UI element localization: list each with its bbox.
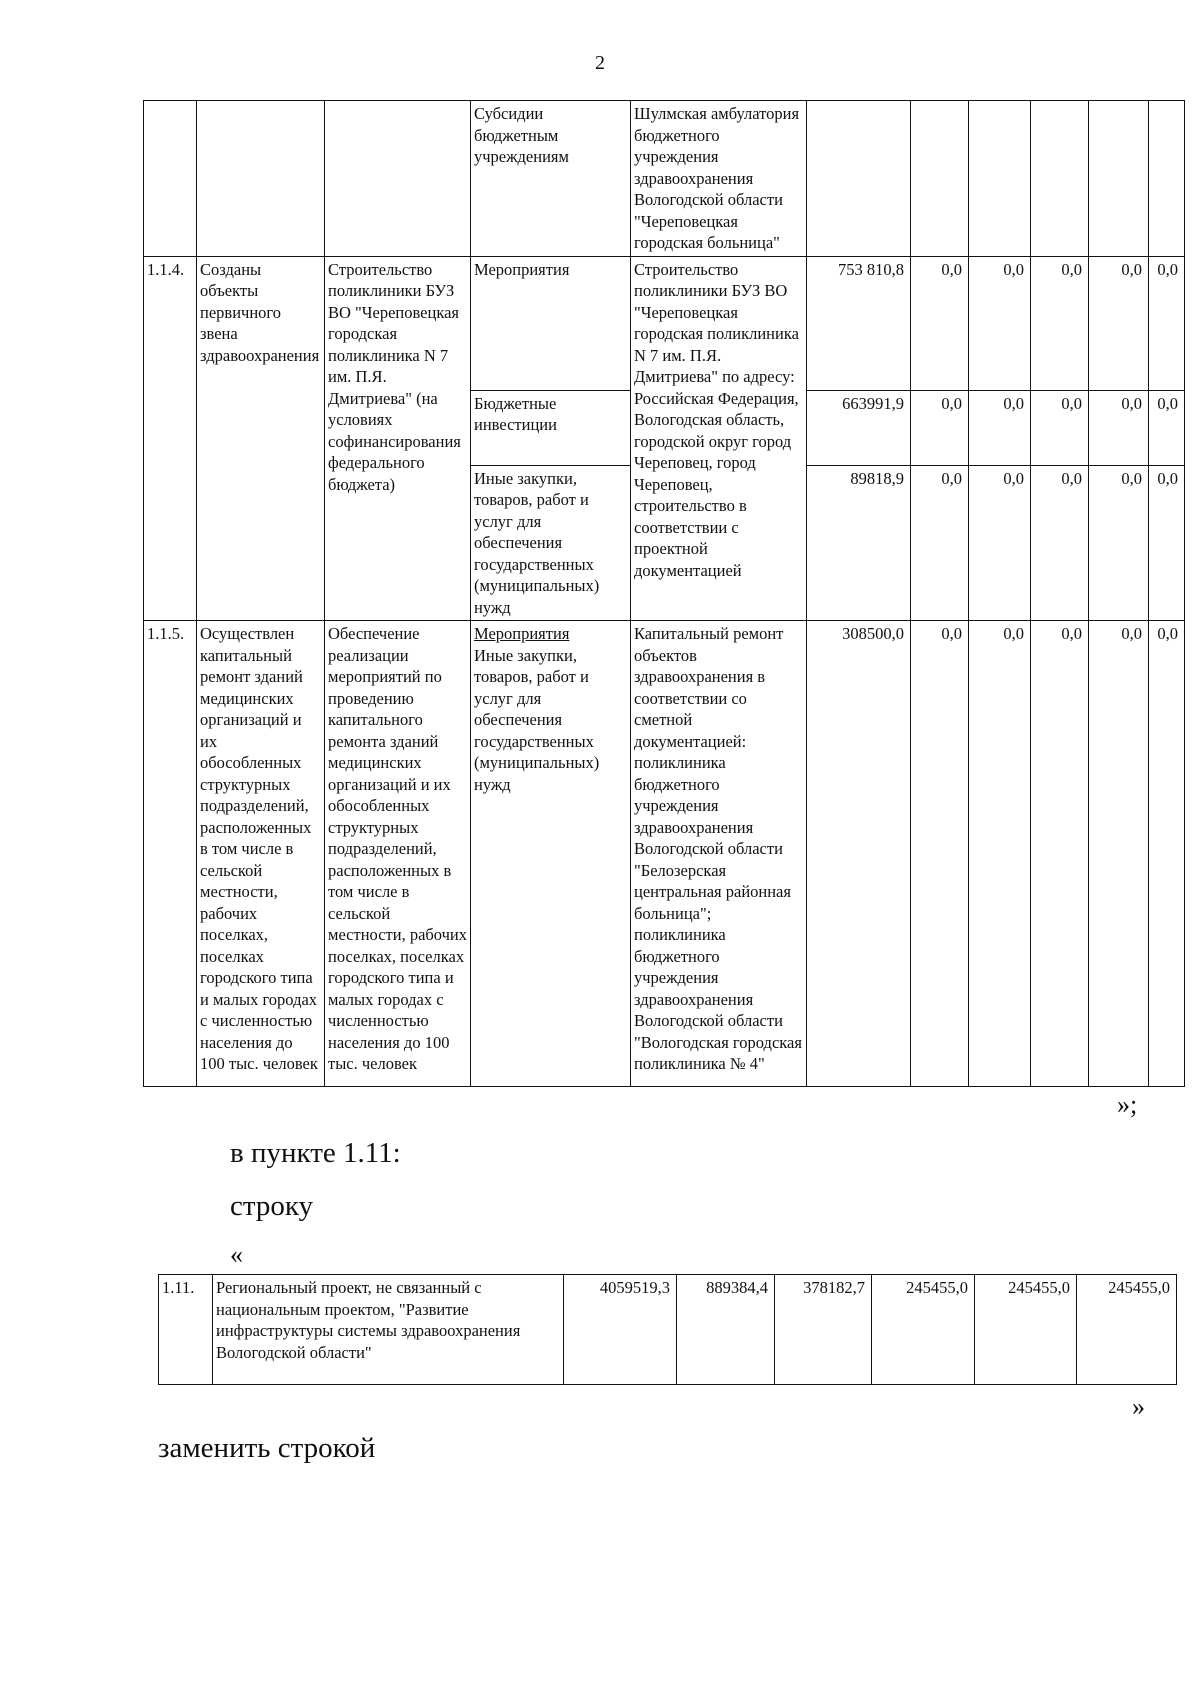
cell-value: 0,0 [1089,621,1149,1087]
cell-type: Субсидии бюджетным учреждениям [471,101,631,257]
page-number: 2 [595,52,605,74]
cell-value: 0,0 [1089,256,1149,390]
cell-object: Шулмская амбулатория бюджетного учреждения здравоохранения Вологодской области "Череповецкая городская больница" [631,101,807,257]
cell-value: 0,0 [969,621,1031,1087]
cell-value: 0,0 [1031,390,1089,465]
cell-value: 663991,9 [807,390,911,465]
cell-value: 0,0 [1031,256,1089,390]
cell-value: 245455,0 [872,1275,975,1385]
paragraph-point: в пункте 1.11: [230,1137,401,1169]
cell-value: 0,0 [1089,465,1149,621]
cell-number: 1.1.4. [144,256,197,621]
cell-value: 889384,4 [677,1275,775,1385]
cell-value: 245455,0 [1077,1275,1177,1385]
cell-type: Мероприятия [471,256,631,390]
cell-object: Капитальный ремонт объектов здравоохранения в соответствии со сметной документацией: поликлиника бюджетного учреждения здравоохранения Вологодской области "Белозерская центральная районная больница"; поликлиника бюджетного учреждения здравоохранения Вологодской области "Вологодская городская поликлиника № 4" [631,621,807,1087]
cell-type: Иные закупки, товаров, работ и услуг для обеспечения государственных (муниципальных) нужд [471,465,631,621]
cell-value: 0,0 [911,621,969,1087]
table-row [159,1275,1177,1385]
cell-type: Бюджетные инвестиции [471,390,631,465]
paragraph-row: строку [230,1190,314,1222]
opening-quote: « [230,1240,243,1269]
cell-value: 245455,0 [975,1275,1077,1385]
cell-value: 0,0 [1031,621,1089,1087]
cell-task: Созданы объекты первичного звена здравоохранения [197,256,325,621]
cell-type-heading: Мероприятия [474,624,570,643]
cell-event: Обеспечение реализации мероприятий по проведению капитального ремонта зданий медицинских организаций и их обособленных структурных подразделений, расположенных в том числе в сельской местности, рабочих поселках, поселках городского типа и малых городах с численностью населения до 100 тыс. человек [325,621,471,1087]
cell-object: Строительство поликлиники БУЗ ВО "Череповецкая городская поликлиника N 7 им. П.Я. Дмитриева" по адресу: Российская Федерация, Вологодская область, городской округ город Череповец, город Череповец, строительство в соответствии с проектной документацией [631,256,807,621]
cell-number: 1.1.5. [144,621,197,1087]
cell-value: 89818,9 [807,465,911,621]
closing-quote-2: » [1132,1392,1145,1421]
cell-value: 0,0 [911,465,969,621]
cell-event: Строительство поликлиники БУЗ ВО "Череповецкая городская поликлиника N 7 им. П.Я. Дмитриева" (на условиях софинансирования федерального бюджета) [325,256,471,621]
cell-value: 0,0 [1149,390,1185,465]
cell-value: 0,0 [1089,390,1149,465]
cell-value: 0,0 [969,390,1031,465]
table-row [144,621,1185,1087]
table-row [144,256,1185,390]
cell-value: 0,0 [911,256,969,390]
cell-task: Осуществлен капитальный ремонт зданий медицинских организаций и их обособленных структурных подразделений, расположенных в том числе в сельской местности, рабочих поселках, поселках городского типа и малых городах с численностью населения до 100 тыс. человек [197,621,325,1087]
cell-value: 0,0 [1149,465,1185,621]
cell-project-name: Региональный проект, не связанный с национальным проектом, "Развитие инфраструктуры системы здравоохранения Вологодской области" [213,1275,564,1385]
cell-value: 0,0 [969,256,1031,390]
cell-value: 4059519,3 [564,1275,677,1385]
cell-value: 0,0 [1149,621,1185,1087]
paragraph-replace: заменить строкой [158,1432,376,1464]
cell-number: 1.11. [159,1275,213,1385]
cell-value: 0,0 [969,465,1031,621]
closing-quote: »; [1117,1090,1138,1119]
cell-type [471,621,631,1087]
cell-type-detail: Иные закупки, товаров, работ и услуг для обеспечения государственных (муниципальных) нужд [474,645,600,794]
cell-value: 0,0 [1149,256,1185,390]
replacement-table [158,1274,1177,1385]
cell-value: 753 810,8 [807,256,911,390]
main-table [143,100,1185,1087]
cell-value: 0,0 [911,390,969,465]
cell-value: 378182,7 [775,1275,872,1385]
cell-value: 308500,0 [807,621,911,1087]
table-row [144,101,1185,257]
cell-value: 0,0 [1031,465,1089,621]
